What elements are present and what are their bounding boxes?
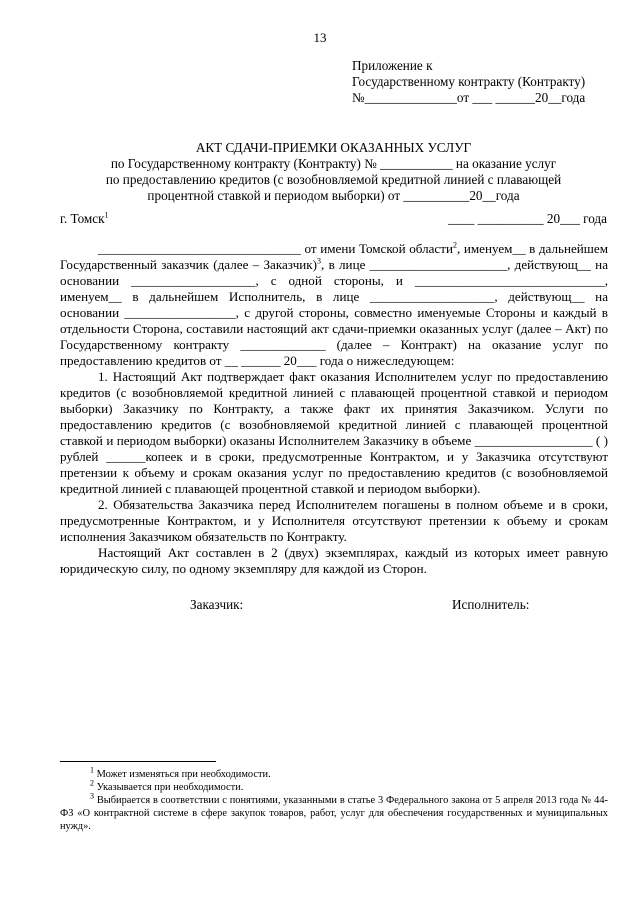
paragraph-clause-1: 1. Настоящий Акт подтверждает факт оказания Исполнителем услуг по предоставлению кредитов (с возобновляемой кредитной линией с плавающей процентной ставкой и периодом выборки) Заказчику по Контракту, а также факт их принятия Заказчиком. Услуги по предоставлению кредитов (с возобновляемой кредитной линией с плавающей процентной ставкой и периодом выборки) оказаны Исполнителем Заказчику в объеме __________________ ( ) рублей ______копеек и в сроки, предусмотренные Контрактом, и у Заказчика отсутствуют претензии к объему и срокам оказания услуг по предоставлению кредитов (с возобновляемой кредитной линией с плавающей процентной ставкой и периодом выборки). xyxy=(60,369,608,496)
document-body xyxy=(60,241,608,577)
paragraph-clause-2: 2. Обязательства Заказчика перед Исполнителем погашены в полном объеме и в сроки, предусмотренные Контрактом, и у Исполнителя отсутствуют претензии к объему и срокам исполнения Заказчиком обязательств по Контракту. xyxy=(60,497,608,544)
document-date: ____ __________ 20___ года xyxy=(447,211,607,226)
page-number: 13 xyxy=(313,30,327,45)
footnote-2 xyxy=(60,778,608,794)
footnote-2-text: Указывается при необходимости. xyxy=(94,782,244,793)
title-line-4: процентной ставкой и периодом выборки) от __________20__года xyxy=(147,188,520,203)
city-date-line xyxy=(60,211,607,227)
title-line-1: АКТ СДАЧИ-ПРИЕМКИ ОКАЗАННЫХ УСЛУГ xyxy=(195,140,472,155)
city-name: г. Томск xyxy=(60,211,105,226)
paragraph-copies: Настоящий Акт составлен в 2 (двух) экземплярах, каждый из которых имеет равную юридическую силу, по одному экземпляру для каждой из Сторон. xyxy=(60,545,608,576)
title-line-2: по Государственному контракту (Контракту) № ___________ на оказание услуг xyxy=(110,156,557,171)
title-line-3: по предоставлению кредитов (с возобновляемой кредитной линией с плавающей xyxy=(105,172,562,187)
appendix-header xyxy=(352,58,622,106)
footnote-3 xyxy=(60,791,608,833)
footnote-mark-3: 3 xyxy=(90,791,94,801)
document-title xyxy=(60,140,607,204)
signature-contractor-label: Исполнитель: xyxy=(452,597,530,612)
footnote-ref-2: 2 xyxy=(452,240,457,250)
signature-customer-label: Заказчик: xyxy=(190,597,244,612)
footnote-ref-3: 3 xyxy=(317,256,322,266)
parties-text-a: _______________________________ от имени Томской области xyxy=(98,241,453,256)
footnote-1-text: Может изменяться при необходимости. xyxy=(94,769,271,780)
footnote-ref-1: 1 xyxy=(104,210,109,220)
footnote-3-text: Выбирается в соответствии с понятиями, указанными в статье 3 Федерального закона от 5 апреля 2013 года № 44-ФЗ «О контрактной системе в сфере закупок товаров, работ, услуг для обеспечения государственных и муниципальных нужд». xyxy=(60,795,608,832)
footnote-mark-1: 1 xyxy=(90,765,94,775)
appendix-line-1: Приложение к xyxy=(352,58,433,73)
parties-text-b: , именуем__ в дальнейшем Государственный заказчик (далее – Заказчик) xyxy=(60,241,608,272)
appendix-line-2: Государственному контракту (Контракту) xyxy=(352,74,586,89)
footnote-mark-2: 2 xyxy=(90,778,94,788)
appendix-line-3: №______________от ___ ______20__года xyxy=(352,90,586,105)
parties-text-c: , в лице _____________________, действующ__ на основании ___________________, с одной стороны, и _____________________________, именуем__ в дальнейшем Исполнитель, в лице ___________________, действующ__ на основании _________________, с другой стороны, совместно именуемые Стороны и каждый в отдельности Сторона, составили настоящий акт сдачи-приемки оказанных услуг (далее – Акт) по Государственному контракту _____________ (далее – Контракт) на оказание услуг по предоставлению кредитов от __ ______ 20___ года о нижеследующем: xyxy=(60,257,609,368)
footnote-separator xyxy=(60,761,216,762)
paragraph-parties xyxy=(60,241,608,369)
footnotes xyxy=(60,765,608,833)
footnote-1 xyxy=(60,765,608,781)
